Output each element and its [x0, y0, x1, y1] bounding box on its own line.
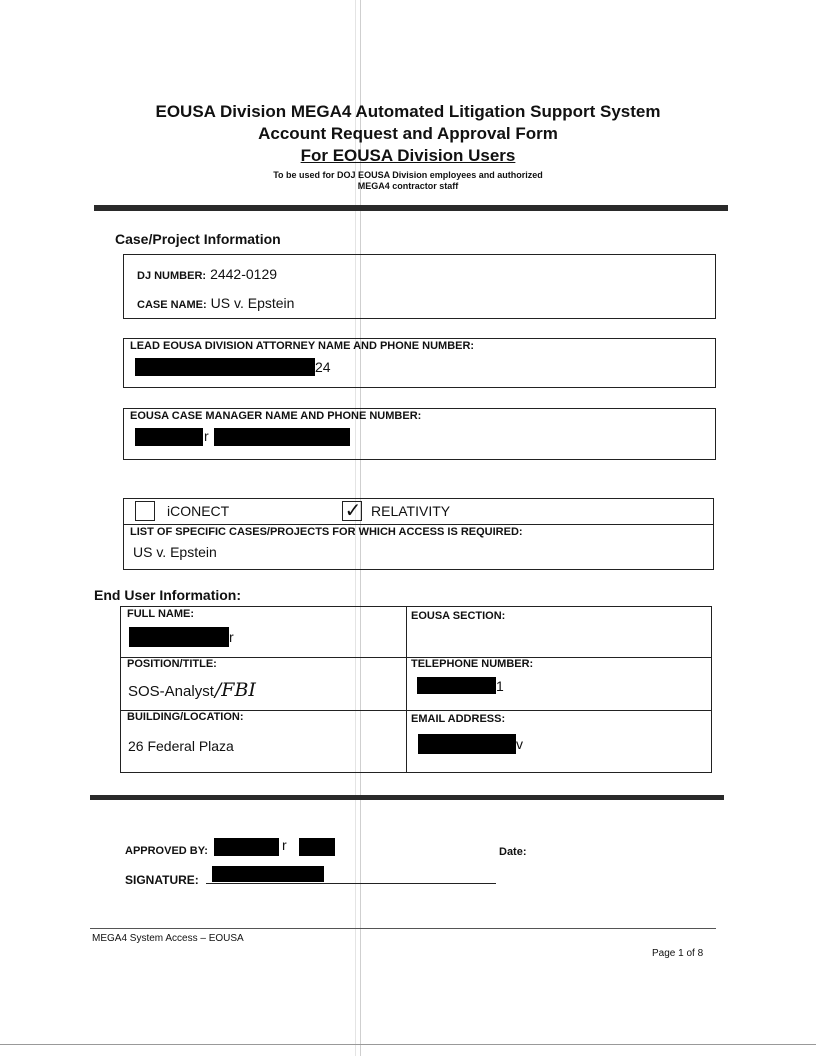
- signature-line[interactable]: [206, 883, 496, 884]
- eousa-section-label: EOUSA SECTION:: [411, 610, 506, 622]
- full-name-visible-fragment: r: [229, 629, 234, 645]
- case-manager-box: [123, 408, 716, 460]
- bottom-edge-line: [0, 1044, 816, 1045]
- form-title-line1: EOUSA Division MEGA4 Automated Litigation Support System: [155, 102, 661, 121]
- table-column-divider: [406, 607, 407, 772]
- case-name-value[interactable]: US v. Epstein: [210, 295, 295, 311]
- redaction-block: [135, 358, 315, 376]
- form-subtitle-line2: MEGA4 contractor staff: [357, 181, 459, 191]
- case-manager-label: EOUSA CASE MANAGER NAME AND PHONE NUMBER:: [130, 410, 422, 422]
- approval-divider: [90, 795, 724, 800]
- redaction-block: [129, 627, 229, 647]
- position-handwritten-note: /FBI: [214, 679, 256, 701]
- approved-by-visible-fragment: r: [282, 837, 287, 853]
- lead-attorney-box: [123, 338, 716, 388]
- position-title-value[interactable]: SOS-Analyst: [128, 683, 214, 700]
- position-title-label: POSITION/TITLE:: [127, 658, 217, 670]
- check-mark-icon: ✓: [344, 500, 362, 522]
- iconect-checkbox[interactable]: [135, 501, 155, 521]
- form-title-line3: For EOUSA Division Users: [300, 146, 516, 165]
- cases-list-value[interactable]: US v. Epstein: [133, 544, 217, 560]
- case-name-label: CASE NAME:: [137, 299, 207, 311]
- iconect-label: iCONECT: [167, 503, 230, 519]
- full-name-label: FULL NAME:: [127, 608, 195, 620]
- page-number: Page 1 of 8: [652, 948, 704, 959]
- relativity-label: RELATIVITY: [371, 503, 451, 519]
- date-label: Date:: [499, 846, 527, 858]
- end-user-table: [120, 606, 712, 773]
- redaction-block: [418, 734, 516, 754]
- case-project-section-title: Case/Project Information: [115, 231, 281, 247]
- telephone-visible-fragment: 1: [496, 678, 504, 694]
- building-location-label: BUILDING/LOCATION:: [127, 711, 244, 723]
- form-subtitle-line1: To be used for DOJ EOUSA Division employees and authorized: [273, 170, 543, 180]
- cases-list-label: LIST OF SPECIFIC CASES/PROJECTS FOR WHICH ACCESS IS REQUIRED:: [130, 526, 523, 538]
- approved-by-label: APPROVED BY:: [125, 845, 208, 857]
- email-address-label: EMAIL ADDRESS:: [411, 713, 506, 725]
- redaction-block: [214, 838, 279, 856]
- header-divider: [94, 205, 728, 211]
- access-box-divider: [124, 524, 713, 525]
- lead-attorney-visible-fragment: 24: [315, 359, 331, 375]
- redaction-block: [417, 677, 496, 694]
- signature-label: SIGNATURE:: [125, 873, 199, 887]
- lead-attorney-label: LEAD EOUSA DIVISION ATTORNEY NAME AND PHONE NUMBER:: [130, 340, 475, 352]
- dj-number-value[interactable]: 2442-0129: [210, 266, 278, 282]
- form-title-line2: Account Request and Approval Form: [258, 124, 558, 143]
- relativity-checkbox[interactable]: [342, 501, 362, 521]
- end-user-section-title: End User Information:: [94, 587, 242, 603]
- redaction-block: [212, 866, 324, 882]
- telephone-label: TELEPHONE NUMBER:: [411, 658, 534, 670]
- footer-rule: [90, 928, 716, 929]
- redaction-block: [135, 428, 203, 446]
- access-box: [123, 498, 714, 570]
- redaction-block: [299, 838, 335, 856]
- building-location-value[interactable]: 26 Federal Plaza: [128, 738, 234, 754]
- redaction-block: [214, 428, 350, 446]
- footer-left-text: MEGA4 System Access – EOUSA: [92, 933, 244, 944]
- case-manager-visible-fragment: r: [204, 428, 209, 444]
- case-info-box: [123, 254, 716, 319]
- email-visible-fragment: v: [516, 736, 523, 752]
- dj-number-label: DJ NUMBER:: [137, 270, 207, 282]
